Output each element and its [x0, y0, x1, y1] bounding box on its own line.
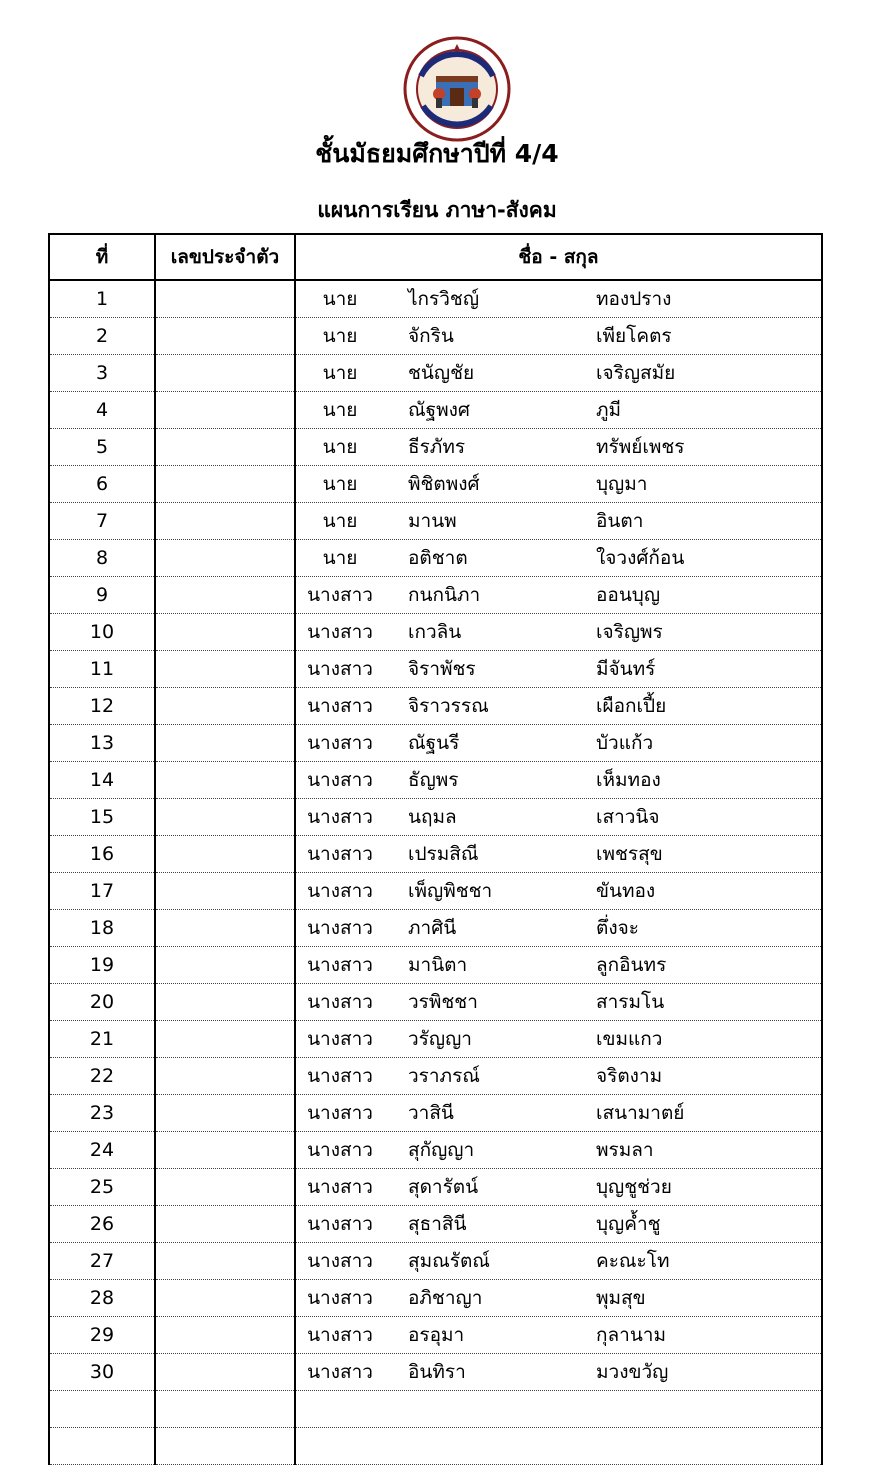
student-id-cell [155, 392, 295, 429]
row-number: 10 [49, 614, 155, 651]
row-number: 25 [49, 1169, 155, 1206]
first-name: อภิชาญา [408, 1287, 483, 1309]
full-name-cell [295, 466, 822, 503]
row-number: 8 [49, 540, 155, 577]
row-number: 4 [49, 392, 155, 429]
row-number: 28 [49, 1280, 155, 1317]
name-prefix: นางสาว [307, 769, 373, 791]
name-prefix: นางสาว [307, 954, 373, 976]
student-id-cell [155, 1391, 295, 1428]
last-name: เสนามาตย์ [596, 1102, 685, 1124]
first-name: มานพ [408, 510, 457, 532]
table-row [49, 355, 822, 392]
student-id-cell [155, 1132, 295, 1169]
student-id-cell [155, 910, 295, 947]
full-name-cell [295, 688, 822, 725]
full-name-cell [295, 1428, 822, 1465]
full-name-cell [295, 1391, 822, 1428]
first-name: จักริน [408, 325, 454, 347]
row-number: 2 [49, 318, 155, 355]
student-roster-table [48, 233, 823, 1465]
table-row [49, 947, 822, 984]
student-id-cell [155, 429, 295, 466]
full-name-cell [295, 910, 822, 947]
full-name-cell [295, 1280, 822, 1317]
first-name: นฤมล [408, 806, 457, 828]
full-name-cell [295, 799, 822, 836]
table-row [49, 984, 822, 1021]
name-prefix: นาย [322, 362, 358, 384]
name-prefix: นางสาว [307, 1287, 373, 1309]
row-number: 29 [49, 1317, 155, 1354]
table-row [49, 910, 822, 947]
student-id-cell [155, 762, 295, 799]
first-name: จิราพัชร [408, 658, 476, 680]
name-prefix: นางสาว [307, 658, 373, 680]
row-number: 6 [49, 466, 155, 503]
first-name: กนกนิภา [408, 584, 481, 606]
student-id-cell [155, 1317, 295, 1354]
student-id-cell [155, 540, 295, 577]
student-id-cell [155, 1095, 295, 1132]
student-id-cell [155, 1058, 295, 1095]
first-name: วรพิชชา [408, 991, 478, 1013]
row-number: 5 [49, 429, 155, 466]
full-name-cell [295, 392, 822, 429]
student-id-cell [155, 355, 295, 392]
last-name: ขันทอง [596, 880, 656, 902]
name-prefix: นาย [322, 399, 358, 421]
row-number: 18 [49, 910, 155, 947]
table-row [49, 540, 822, 577]
name-prefix: นางสาว [307, 1250, 373, 1272]
full-name-cell [295, 651, 822, 688]
student-id-cell [155, 466, 295, 503]
first-name: ธัญพร [408, 769, 459, 791]
student-id-cell [155, 318, 295, 355]
full-name-cell [295, 836, 822, 873]
last-name: เพชรสุข [596, 843, 663, 865]
row-number: 23 [49, 1095, 155, 1132]
first-name: มานิตา [408, 954, 468, 976]
first-name: เปรมสิณี [408, 843, 479, 865]
last-name: คะณะโท [596, 1250, 670, 1272]
school-logo [403, 36, 511, 142]
table-row [49, 836, 822, 873]
name-prefix: นางสาว [307, 880, 373, 902]
last-name: เขมแกว [596, 1028, 663, 1050]
full-name-cell [295, 280, 822, 318]
row-number: 17 [49, 873, 155, 910]
row-number: 15 [49, 799, 155, 836]
table-row [49, 1391, 822, 1428]
full-name-cell [295, 1206, 822, 1243]
name-prefix: นาย [322, 288, 358, 310]
name-prefix: นางสาว [307, 732, 373, 754]
name-prefix: นางสาว [307, 1028, 373, 1050]
name-prefix: นางสาว [307, 621, 373, 643]
full-name-cell [295, 762, 822, 799]
name-prefix: นาย [322, 473, 358, 495]
last-name: บุญชูช่วย [596, 1176, 672, 1198]
student-id-cell [155, 1280, 295, 1317]
table-row [49, 1243, 822, 1280]
student-id-cell [155, 725, 295, 762]
row-number: 7 [49, 503, 155, 540]
student-id-cell [155, 1021, 295, 1058]
name-prefix: นาย [322, 510, 358, 532]
first-name: อรอุมา [408, 1324, 465, 1346]
row-number: 30 [49, 1354, 155, 1391]
last-name: ภูมี [596, 399, 622, 421]
student-id-cell [155, 503, 295, 540]
table-row [49, 1280, 822, 1317]
last-name: ทองปราง [596, 288, 672, 310]
full-name-cell [295, 614, 822, 651]
full-name-cell [295, 318, 822, 355]
student-id-cell [155, 873, 295, 910]
table-row [49, 873, 822, 910]
full-name-cell [295, 429, 822, 466]
name-prefix: นางสาว [307, 695, 373, 717]
last-name: เสาวนิจ [596, 806, 660, 828]
student-id-cell [155, 1428, 295, 1465]
last-name: พุมสุข [596, 1287, 646, 1309]
first-name: วราภรณ์ [408, 1065, 480, 1087]
full-name-cell [295, 1169, 822, 1206]
last-name: กุลานาม [596, 1324, 666, 1346]
full-name-cell [295, 540, 822, 577]
name-prefix: นาย [322, 547, 358, 569]
table-row [49, 1169, 822, 1206]
table-row [49, 1317, 822, 1354]
table-body [49, 280, 822, 1465]
name-prefix: นางสาว [307, 1213, 373, 1235]
first-name: วรัญญา [408, 1028, 472, 1050]
full-name-cell [295, 873, 822, 910]
name-prefix: นางสาว [307, 1361, 373, 1383]
name-prefix: นางสาว [307, 917, 373, 939]
student-id-cell [155, 651, 295, 688]
last-name: บุญมา [596, 473, 648, 495]
table-row [49, 429, 822, 466]
table-row [49, 1428, 822, 1465]
row-number: 27 [49, 1243, 155, 1280]
full-name-cell [295, 1317, 822, 1354]
table-row [49, 1206, 822, 1243]
last-name: บัวแก้ว [596, 732, 654, 754]
student-id-cell [155, 577, 295, 614]
last-name: เพียโคตร [596, 325, 672, 347]
row-number: 26 [49, 1206, 155, 1243]
name-prefix: นางสาว [307, 584, 373, 606]
last-name: ทรัพย์เพชร [596, 436, 685, 458]
table-row [49, 725, 822, 762]
full-name-cell [295, 503, 822, 540]
row-number: 22 [49, 1058, 155, 1095]
row-number: 19 [49, 947, 155, 984]
first-name: จิราวรรณ [408, 695, 489, 717]
table-row [49, 280, 822, 318]
first-name: สุธาสินี [408, 1213, 467, 1235]
student-id-cell [155, 836, 295, 873]
last-name: มวงขวัญ [596, 1361, 669, 1383]
name-prefix: นางสาว [307, 991, 373, 1013]
first-name: ณัฐพงศ [408, 399, 470, 421]
first-name: ชนัญชัย [408, 362, 475, 384]
name-prefix: นาย [322, 325, 358, 347]
student-id-cell [155, 1354, 295, 1391]
table-row [49, 577, 822, 614]
row-number: 12 [49, 688, 155, 725]
full-name-cell [295, 1132, 822, 1169]
row-number: 1 [49, 280, 155, 318]
name-prefix: นาย [322, 436, 358, 458]
table-row [49, 392, 822, 429]
row-number: 3 [49, 355, 155, 392]
full-name-cell [295, 355, 822, 392]
student-id-cell [155, 1206, 295, 1243]
name-prefix: นางสาว [307, 1139, 373, 1161]
student-id-cell [155, 947, 295, 984]
row-number: 21 [49, 1021, 155, 1058]
table-row [49, 1132, 822, 1169]
student-id-cell [155, 1243, 295, 1280]
row-number: 16 [49, 836, 155, 873]
first-name: ไกรวิชญ์ [408, 288, 480, 310]
table-row [49, 688, 822, 725]
last-name: เจริญพร [596, 621, 663, 643]
table-row [49, 614, 822, 651]
row-number [49, 1391, 155, 1428]
table-row [49, 1058, 822, 1095]
full-name-cell [295, 1243, 822, 1280]
first-name: สุกัญญา [408, 1139, 475, 1161]
last-name: เผือกเปี้ย [596, 695, 667, 717]
full-name-cell [295, 1354, 822, 1391]
first-name: ภาศินี [408, 917, 457, 939]
table-row [49, 1095, 822, 1132]
first-name: วาสินี [408, 1102, 454, 1124]
student-id-cell [155, 984, 295, 1021]
table-row [49, 1354, 822, 1391]
table-row [49, 799, 822, 836]
full-name-cell [295, 725, 822, 762]
table-row [49, 466, 822, 503]
row-number: 13 [49, 725, 155, 762]
last-name: อินตา [596, 510, 644, 532]
header-student-id: เลขประจำตัว [155, 234, 295, 280]
student-id-cell [155, 1169, 295, 1206]
full-name-cell [295, 947, 822, 984]
name-prefix: นางสาว [307, 843, 373, 865]
last-name: บุญค้ำชู [596, 1213, 661, 1235]
first-name: อินทิรา [408, 1361, 466, 1383]
table-row [49, 1021, 822, 1058]
full-name-cell [295, 1095, 822, 1132]
table-row [49, 651, 822, 688]
first-name: เพ็ญพิชชา [408, 880, 493, 902]
first-name: ธีรภัทร [408, 436, 466, 458]
full-name-cell [295, 1058, 822, 1095]
last-name: ลูกอินทร [596, 954, 667, 976]
student-id-cell [155, 799, 295, 836]
first-name: ณัฐนรี [408, 732, 460, 754]
student-id-cell [155, 280, 295, 318]
name-prefix: นางสาว [307, 1176, 373, 1198]
header-number: ที่ [49, 234, 155, 280]
first-name: สุมณรัตณ์ [408, 1250, 490, 1272]
name-prefix: นางสาว [307, 1324, 373, 1346]
name-prefix: นางสาว [307, 806, 373, 828]
student-id-cell [155, 688, 295, 725]
row-number: 11 [49, 651, 155, 688]
class-title: ชั้นมัธยมศึกษาปีที่ 4/4 [315, 139, 559, 168]
first-name: เกวลิน [408, 621, 462, 643]
first-name: พิชิตพงศ์ [408, 473, 480, 495]
last-name: สารมโน [596, 991, 665, 1013]
table-row [49, 503, 822, 540]
full-name-cell [295, 984, 822, 1021]
row-number: 9 [49, 577, 155, 614]
last-name: ออนบุญ [596, 584, 661, 606]
first-name: สุดารัตน์ [408, 1176, 479, 1198]
row-number: 14 [49, 762, 155, 799]
table-row [49, 762, 822, 799]
study-plan-title: แผนการเรียน ภาษา-สังคม [317, 198, 557, 222]
student-id-cell [155, 614, 295, 651]
name-prefix: นางสาว [307, 1065, 373, 1087]
last-name: มีจันทร์ [596, 658, 656, 680]
last-name: พรมลา [596, 1139, 654, 1161]
row-number: 20 [49, 984, 155, 1021]
name-prefix: นางสาว [307, 1102, 373, 1124]
table-header-row [49, 234, 822, 280]
last-name: เห็มทอง [596, 769, 661, 791]
header-full-name: ชื่อ - สกุล [295, 234, 822, 280]
first-name: อติชาต [408, 547, 468, 569]
last-name: ใจวงศ์ก้อน [596, 547, 685, 569]
last-name: จริตงาม [596, 1065, 663, 1087]
last-name: ตึ่งจะ [596, 917, 639, 939]
last-name: เจริญสมัย [596, 362, 676, 384]
full-name-cell [295, 577, 822, 614]
table-row [49, 318, 822, 355]
row-number [49, 1428, 155, 1465]
row-number: 24 [49, 1132, 155, 1169]
full-name-cell [295, 1021, 822, 1058]
